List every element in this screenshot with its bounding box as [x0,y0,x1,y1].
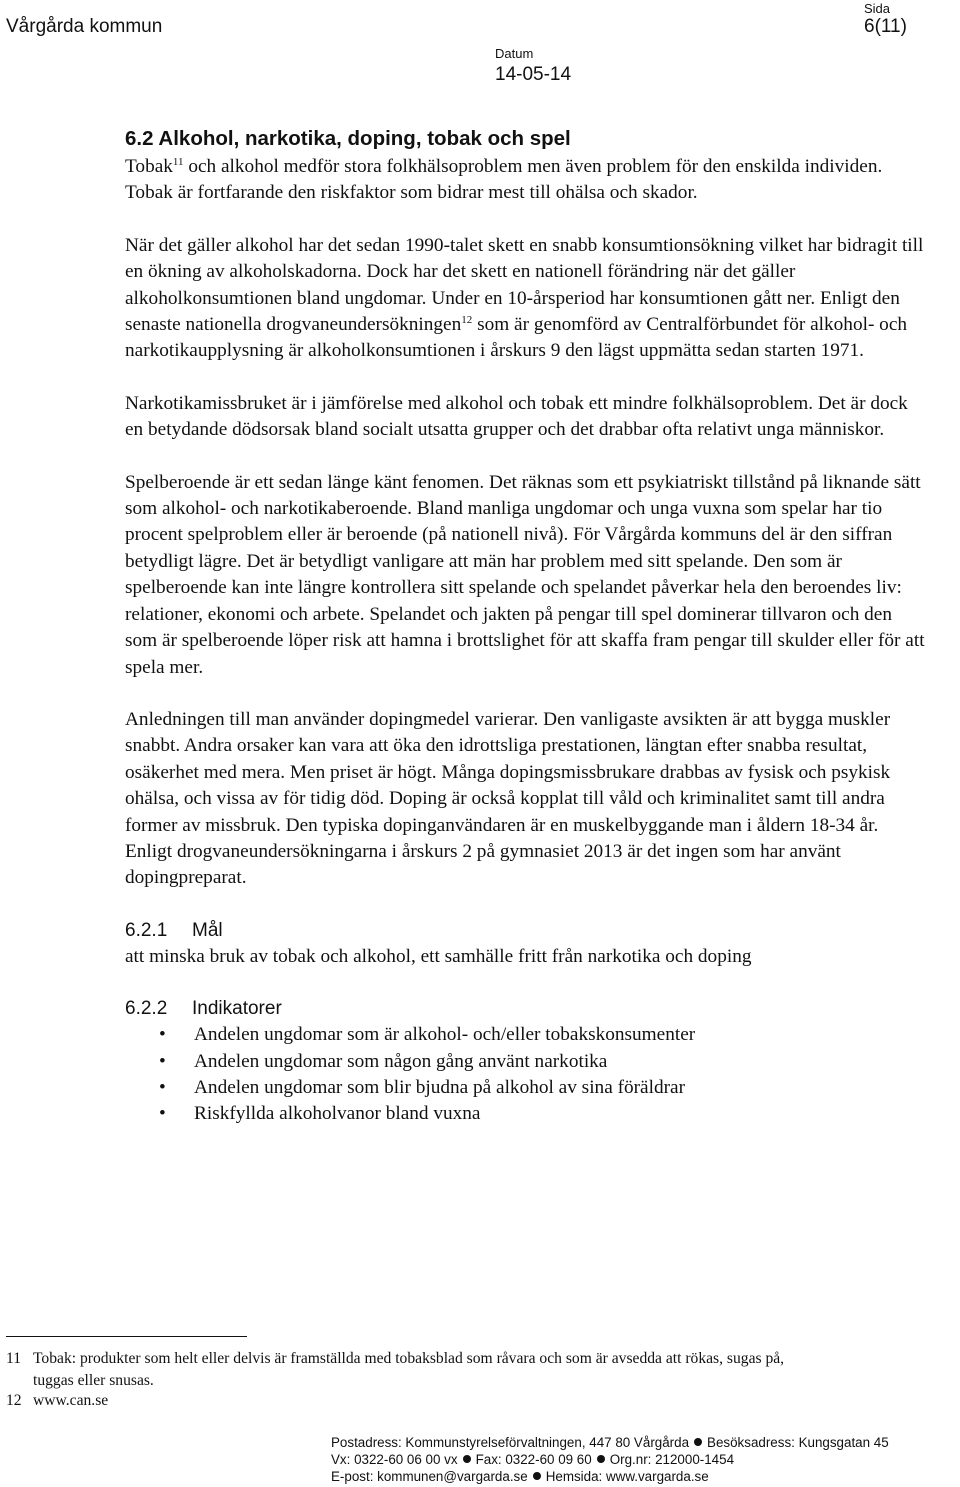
indicators-number: 6.2.2 [125,998,168,1020]
separator-dot-icon [533,1472,541,1480]
org-number: Org.nr: 212000-1454 [609,1452,735,1467]
paragraph-narcotics: Narkotikamissbruket är i jämförelse med alkohol och tobak ett mindre folkhälsoproblem. Det är dock en betydande dödsorsak bland socialt utsatta grupper och det drabbar ofta relativt unga människor. [125,392,908,441]
switchboard-phone: Vx: 0322-60 06 00 vx [331,1452,458,1467]
page-number: 6(11) [864,16,907,37]
separator-dot-icon [694,1438,702,1446]
footnote-link[interactable]: www.can.se [33,1392,109,1409]
list-item [125,1049,925,1075]
list-item [125,1101,925,1127]
footnote-ref-11[interactable]: 11 [172,156,184,168]
paragraph-text: När det gäller alkohol har det sedan 1990-talet skett en snabb konsumtionsökning vilket har bidragit till en ökning av alkoholskadorna. Dock har det skett en nationell förändring när det gäller alkoholkonsumtionen bland ungdomar. Under en 10-årsperiod har konsumtionen gått ner. Enligt den senaste nationella drogvaneundersökningen [125,234,924,336]
bullet-icon: • [159,1024,166,1046]
fax-number: Fax: 0322-60 09 60 [475,1452,592,1467]
footer-line [331,1468,889,1485]
goal-number: 6.2.1 [125,919,168,941]
website-link[interactable]: Hemsida: www.vargarda.se [545,1469,709,1484]
footer-line [331,1451,889,1468]
page-label: Sida [864,1,891,16]
paragraph-text: och alkohol medför stora folkhälsoproblem men även problem för den enskilda individen. Tobak är fortfarande den riskfaktor som bidrar mest till ohälsa och skador. [125,156,883,204]
indicator-text: Andelen ungdomar som någon gång använt narkotika [194,1050,608,1072]
postal-address: Postadress: Kommunstyrelseförvaltningen, 447 80 Vårgårda [331,1435,690,1450]
section-heading: 6.2 Alkohol, narkotika, doping, tobak och spel [125,127,571,150]
goal-heading [125,918,925,944]
footnote-text: tuggas eller snusas. [33,1372,154,1389]
goal-text: att minska bruk av tobak och alkohol, ett samhälle fritt från narkotika och doping [125,945,752,967]
visiting-address: Besöksadress: Kungsgatan 45 [707,1435,889,1450]
organization-name: Vårgårda kommun [6,16,163,37]
main-content [125,126,925,1128]
paragraph-text: Tobak [125,156,173,177]
bullet-icon: • [159,1050,166,1072]
paragraph-gambling: Spelberoende är ett sedan länge känt fenomen. Det räknas som ett psykiatriskt tillstånd på liknande sätt som alkohol- och narkotikaberoende. Bland manliga ungdomar och unga vuxna som spelar har tio procent spelproblem eller är beroende (på nationell nivå). För Vårgårda kommuns del är den siffran betydligt lägre. Det är betydligt vanligare att män har problem med sitt spelande. Den som är spelberoende kan inte längre kontrollera sitt spelande och spelandet påverkar hela den beroendes liv: relationer, ekonomi och arbete. Spelandet och jakten på pengar till spel dominerar tillvaron och den som är spelberoende löper risk att hamna i brottslighet för att skaffa fram pengar till skulder eller för att spela mer. [125,471,925,678]
list-item [125,1022,925,1048]
footnote-number: 12 [6,1392,22,1409]
footnote-number: 11 [6,1350,22,1367]
indicator-text: Riskfyllda alkoholvanor bland vuxna [194,1103,481,1125]
footnote-11 [6,1348,946,1392]
footnote-text: Tobak: produkter som helt eller delvis är framställda med tobaksblad som råvara och som är avsedda att rökas, sugas på, [33,1350,785,1367]
footnote-12 [6,1390,306,1412]
indicators-title: Indikatorer [192,998,282,1020]
email-link[interactable]: E-post: kommunen@vargarda.se [331,1469,528,1484]
footnote-ref-12[interactable]: 12 [461,314,473,327]
separator-dot-icon [597,1455,605,1463]
date-value: 14-05-14 [495,64,572,85]
paragraph-doping: Anledningen till man använder dopingmedel varierar. Den vanligaste avsikten är att bygga muskler snabbt. Andra orsaker kan vara att öka den idrottsliga prestationen, längtan efter snabba resultat, osäkerhet med mera. Men priset är högt. Många dopingsmissbrukare drabbas av fysisk och psykisk ohälsa, och vissa av för tidig död. Doping är också kopplat till våld och kriminalitet samt till andra former av missbruk. Den typiska dopinganvändaren är en muskelbyggande man i åldern 18-34 år. Enligt drogvaneundersökningarna i årskurs 2 på gymnasiet 2013 är det ingen som har använt dopingpreparat. [125,708,891,889]
list-item [125,1075,925,1101]
address-footer [331,1434,889,1485]
indicator-text: Andelen ungdomar som är alkohol- och/eller tobakskonsumenter [194,1024,696,1046]
goal-title: Mål [192,919,223,941]
footnote-divider [6,1336,247,1337]
separator-dot-icon [463,1455,471,1463]
paragraph-text: som är genomförd av Centralförbundet för alkohol- och narkotikaupplysning är alkoholkonsumtionen i årskurs 9 den lägst uppmätta sedan starten 1971. [125,314,908,362]
footer-line [331,1434,889,1451]
date-label: Datum [495,46,534,61]
indicator-list [125,1022,925,1128]
paragraph-tobacco [125,154,925,207]
bullet-icon: • [159,1103,166,1125]
indicators-heading [125,996,925,1022]
indicator-text: Andelen ungdomar som blir bjudna på alkohol av sina föräldrar [194,1076,686,1098]
bullet-icon: • [159,1076,166,1098]
paragraph-alcohol [125,233,925,365]
